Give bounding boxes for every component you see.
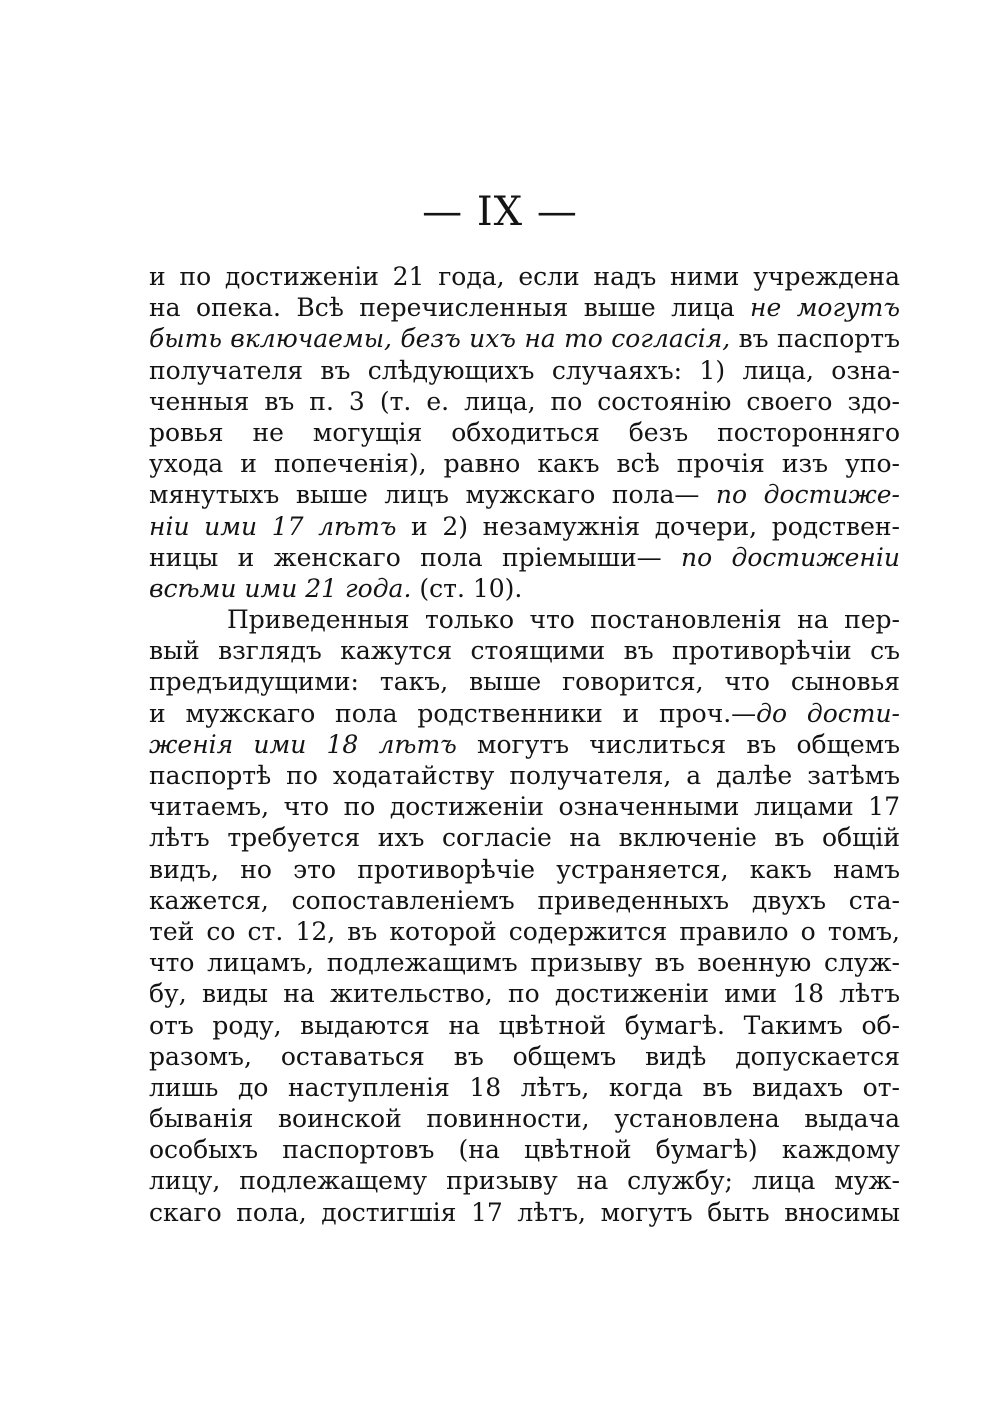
text-line [149,573,900,604]
text-line [149,729,900,760]
paragraph-1 [149,261,900,604]
line-segment: мянутыхъ выше лицъ мужскаго пола— [149,480,716,510]
text-line: ухода и попеченія), равно какъ всѣ прочія изъ упо- [149,449,900,479]
line-segment: на опека. Всѣ перечисленныя выше лица [149,293,751,323]
text-line: лицу, подлежащему призыву на службу; лица муж- [149,1166,900,1196]
text-line: предъидущими: такъ, выше говорится, что сыновья [149,667,900,697]
text-line [149,698,900,729]
italic-emphasis: по достиже- [715,480,900,510]
text-line: получателя въ слѣдующихъ случаяхъ: 1) лица, озна- [149,355,900,385]
text-line: ровья не могущія обходиться безъ посторонняго [149,417,900,447]
text-line: кажется, сопоставленіемъ приведенныхъ двухъ ста- [149,885,900,915]
text-line: видъ, но это противорѣчіе устраняется, какъ намъ [149,854,900,884]
line-segment: и мужскаго пола родственники и проч.— [149,698,757,728]
text-line: лишь до наступленія 18 лѣтъ, когда въ видахъ от- [149,1072,900,1102]
line-segment: и 2) незамужнія дочери, родствен- [396,511,900,541]
text-line: что лицамъ, подлежащимъ призыву въ военную служ- [149,948,900,978]
text-line: скаго пола, достигшія 17 лѣтъ, могутъ быть вносимы [149,1197,900,1227]
italic-emphasis: женія ими 18 лѣтъ [149,729,457,759]
text-line: ченныя въ п. 3 (т. е. лица, по состоянію своего здо- [149,386,900,416]
text-line [149,292,900,323]
text-line [149,542,900,573]
text-line: Приведенныя только что постановленія на пер- [227,605,900,635]
text-line: особыхъ паспортовъ (на цвѣтной бумагѣ) каждому [149,1135,900,1165]
line-segment: могутъ числиться въ общемъ [456,729,900,759]
text-line: быванія воинской повинности, установлена выдача [149,1104,900,1134]
text-line: тей со ст. 12, въ которой содержится правило о томъ, [149,916,900,946]
italic-emphasis: до дости- [756,698,900,728]
paragraph-2 [149,604,900,1228]
line-segment: (ст. 10). [411,573,523,603]
italic-emphasis: ніи ими 17 лѣтъ [149,511,397,541]
line-segment: въ паспортъ [730,324,900,354]
italic-emphasis: не могутъ [750,293,900,323]
body-text [149,261,900,1228]
text-line [149,479,900,510]
page-number-header: — IX — [422,189,578,235]
text-line: лѣтъ требуется ихъ согласіе на включеніе въ общій [149,823,900,853]
text-line: читаемъ, что по достиженіи означенными лицами 17 [149,792,900,822]
text-line [149,511,900,542]
italic-emphasis: по достиженіи [681,542,900,572]
italic-emphasis: быть включаемы, безъ ихъ на то согласія, [149,324,731,354]
text-line [149,323,900,354]
text-line: отъ роду, выдаются на цвѣтной бумагѣ. Такимъ об- [149,1010,900,1040]
text-line: вый взглядъ кажутся стоящими въ противорѣчіи съ [149,636,900,666]
line-segment: ницы и женскаго пола пріемыши— [149,542,682,572]
text-line: и по достиженіи 21 года, если надъ ними учреждена [149,262,900,291]
text-line: бу, виды на жительство, по достиженіи ими 18 лѣтъ [149,979,900,1009]
italic-emphasis: всѣми ими 21 года. [149,573,412,603]
text-line: паспортѣ по ходатайству получателя, а далѣе затѣмъ [149,761,900,790]
text-line: разомъ, оставаться въ общемъ видѣ допускается [149,1041,900,1071]
